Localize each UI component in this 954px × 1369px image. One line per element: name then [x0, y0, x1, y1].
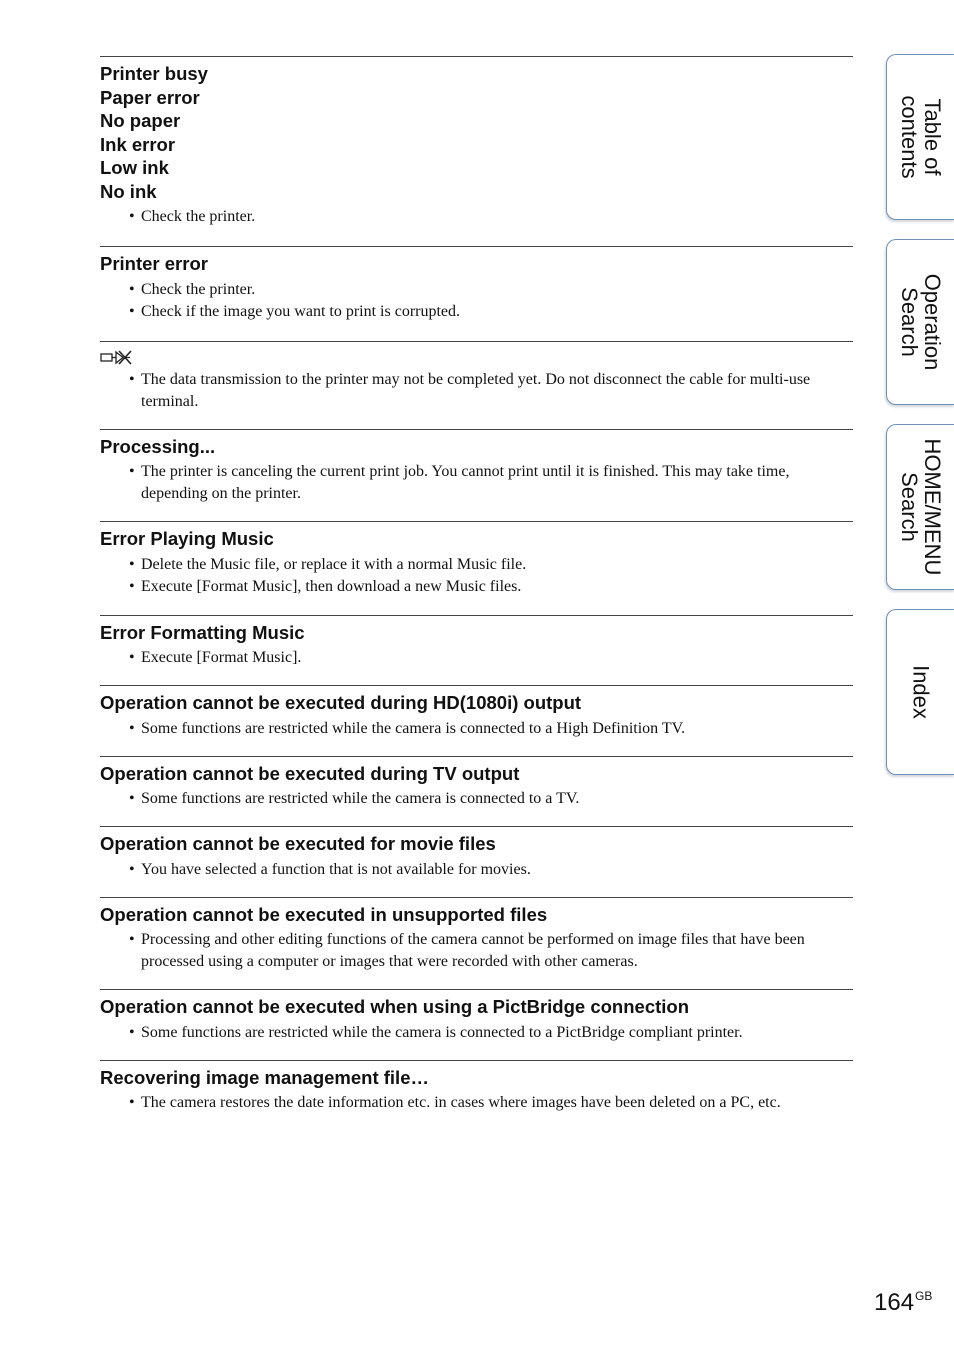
- section-heading: Recovering image management file…: [100, 1066, 429, 1088]
- tab-index[interactable]: [886, 609, 954, 775]
- do-not-disconnect-icon: [100, 349, 853, 367]
- tab-operation-search[interactable]: [886, 239, 954, 405]
- page-number-suffix: GB: [915, 1289, 933, 1303]
- tab-label: Table of contents: [897, 95, 945, 179]
- message-section: [100, 756, 853, 811]
- section-heading: Operation cannot be executed during TV output: [100, 762, 520, 784]
- tab-table-of-contents[interactable]: [886, 54, 954, 220]
- heading-line: Printer busy: [100, 63, 208, 84]
- section-heading: Operation cannot be executed when using a PictBridge connection: [100, 996, 690, 1017]
- heading-line: No ink: [100, 180, 157, 202]
- page-number: [874, 1289, 932, 1317]
- bullet-item: • Check the printer.: [100, 206, 853, 228]
- message-list: [100, 56, 853, 1114]
- message-section: [100, 615, 853, 670]
- bullet-item: • Some functions are restricted while the camera is connected to a PictBridge compliant printer.: [100, 1022, 853, 1044]
- bullet-item: • The camera restores the date information etc. in cases where images have been deleted on a PC, etc.: [100, 1092, 853, 1114]
- heading-line: Paper error: [100, 86, 200, 108]
- section-heading: Printer error: [100, 253, 208, 274]
- do-not-disconnect-icon-graphic: [100, 349, 134, 367]
- section-heading: Error Playing Music: [100, 528, 274, 549]
- bullet-item: • Execute [Format Music], then download a new Music files.: [100, 576, 853, 598]
- heading-line: Low ink: [100, 157, 169, 178]
- tab-label: Operation Search: [897, 273, 945, 371]
- section-heading: [100, 62, 853, 203]
- section-heading: Operation cannot be executed in unsupported files: [100, 903, 548, 925]
- section-heading: Operation cannot be executed during HD(1080i) output: [100, 692, 582, 713]
- message-section: [100, 989, 853, 1044]
- section-heading: Processing...: [100, 435, 216, 457]
- bullet-item: • The data transmission to the printer may not be completed yet. Do not disconnect the cable for multi-use terminal.: [100, 369, 853, 413]
- bullet-item: • You have selected a function that is not available for movies.: [100, 859, 853, 881]
- heading-line: No paper: [100, 110, 181, 131]
- section-heading: Operation cannot be executed for movie files: [100, 833, 496, 854]
- message-section: [100, 521, 853, 598]
- message-section: [100, 826, 853, 881]
- bullet-item: • Delete the Music file, or replace it with a normal Music file.: [100, 554, 853, 576]
- bullet-item: • The printer is canceling the current print job. You cannot print until it is finished. This may take time, depending on the printer.: [100, 461, 853, 505]
- note-section: [100, 341, 853, 413]
- message-section: [100, 246, 853, 323]
- page-number-value: 164: [874, 1289, 915, 1316]
- message-section: [100, 685, 853, 740]
- bullet-item: • Execute [Format Music].: [100, 647, 853, 669]
- message-section: [100, 429, 853, 506]
- bullet-item: • Check if the image you want to print is corrupted.: [100, 301, 853, 323]
- message-section: [100, 1060, 853, 1115]
- tab-label: Index: [908, 665, 934, 719]
- tab-home-menu-search[interactable]: [886, 424, 954, 590]
- bullet-item: • Some functions are restricted while the camera is connected to a High Definition TV.: [100, 718, 853, 740]
- message-section: [100, 56, 853, 228]
- section-heading: Error Formatting Music: [100, 621, 305, 643]
- tab-label: HOME/MENU Search: [897, 438, 945, 576]
- bullet-item: • Processing and other editing functions of the camera cannot be performed on image files that have been processed using a computer or images that were recorded with other cameras.: [100, 929, 853, 973]
- message-section: [100, 897, 853, 974]
- bullet-item: • Check the printer.: [100, 279, 853, 301]
- bullet-item: • Some functions are restricted while the camera is connected to a TV.: [100, 788, 853, 810]
- heading-line: Ink error: [100, 133, 176, 155]
